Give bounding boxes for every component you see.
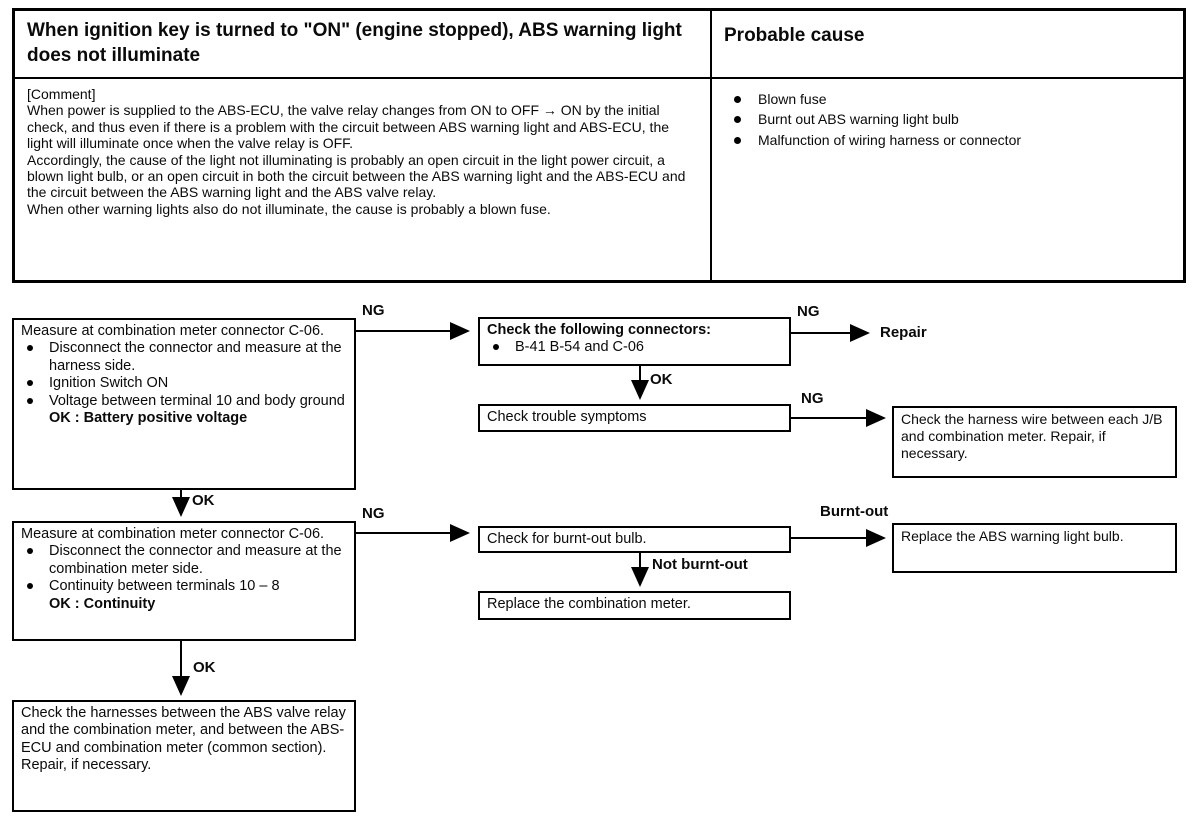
bullet-icon <box>27 398 33 404</box>
comment-cell <box>15 79 712 280</box>
probable-cause-item <box>724 109 1171 129</box>
box-bullet <box>21 375 347 392</box>
box-text: Check trouble symptoms <box>487 409 647 425</box>
comment-paragraph: When power is supplied to the ABS-ECU, the valve relay changes from ON to OFF → ON by the initial check, and thus even if there is a problem with the circuit between ABS warning light and ABS-ECU, the light will illuminate once when the valve relay is OFF. <box>27 102 670 152</box>
flow-box-harness-wire <box>892 406 1177 478</box>
probable-cause-title: Probable cause <box>712 11 1183 79</box>
arrow-label-ng: NG <box>801 390 824 407</box>
bullet-icon <box>27 380 33 386</box>
box-bullet-text: Voltage between terminal 10 and body ground <box>49 392 345 409</box>
arrow-label-ok: OK <box>650 371 673 388</box>
comment-paragraph: When other warning lights also do not illuminate, the cause is probably a blown fuse. <box>27 200 551 217</box>
problem-table <box>12 8 1186 283</box>
flow-box-replace-bulb <box>892 523 1177 573</box>
problem-title: When ignition key is turned to "ON" (engine stopped), ABS warning light does not illuminate <box>15 11 712 79</box>
probable-cause-item <box>724 130 1171 150</box>
probable-cause-text: Burnt out ABS warning light bulb <box>758 111 959 128</box>
flow-box-check-harnesses <box>12 700 356 812</box>
box-text: Replace the combination meter. <box>487 596 691 612</box>
comment-paragraph: Accordingly, the cause of the light not illuminating is probably an open circuit in the light power circuit, a blown light bulb, or an open circuit in both the circuit between the ABS warning light and the ABS-ECU and the circuit between the ABS warning light and the ABS valve relay. <box>27 151 686 201</box>
bullet-icon <box>27 345 33 351</box>
bullet-icon <box>493 344 499 350</box>
arrow-label-not-burnt-out: Not burnt-out <box>652 556 748 573</box>
flow-box-check-trouble-symptoms <box>478 404 791 432</box>
flow-box-check-burnt-out-bulb <box>478 526 791 553</box>
probable-cause-text: Blown fuse <box>758 91 827 107</box>
bullet-icon <box>27 548 33 554</box>
box-ok-condition: OK : Continuity <box>49 595 156 612</box>
box-text: Check the harnesses between the ABS valve relay and the combination meter, and between the ABS-ECU and combination meter (common section). Repair, if necessary. <box>21 705 346 774</box>
box-bullet <box>21 578 347 595</box>
bullet-icon <box>27 583 33 589</box>
box-bullet-text: Continuity between terminals 10 – 8 <box>49 578 280 595</box>
arrow-label-ng: NG <box>362 505 385 522</box>
box-bullet <box>21 393 347 410</box>
box-bullet <box>487 339 782 356</box>
bullet-icon <box>734 137 741 144</box>
box-text: Replace the ABS warning light bulb. <box>901 528 1124 544</box>
flow-box-check-connectors <box>478 317 791 366</box>
box-text: Check for burnt-out bulb. <box>487 531 647 547</box>
box-title: Measure at combination meter connector C-06. <box>21 526 325 542</box>
box-bullet-text: Ignition Switch ON <box>49 375 169 392</box>
comment-label: [Comment] <box>27 86 96 102</box>
box-bullet <box>21 543 347 578</box>
flow-box-replace-combination-meter <box>478 591 791 620</box>
probable-cause-item <box>724 89 1171 109</box>
probable-cause-text: Malfunction of wiring harness or connector <box>758 131 1022 148</box>
flow-box-measure-harness-side <box>12 318 356 490</box>
box-text: Check the harness wire between each J/B and combination meter. Repair, if necessary. <box>901 411 1163 461</box>
arrow-label-ng: NG <box>362 302 385 319</box>
box-bullet <box>21 340 347 375</box>
bullet-icon <box>734 96 741 103</box>
box-title: Measure at combination meter connector C-06. <box>21 323 325 339</box>
repair-terminal-label: Repair <box>880 324 927 341</box>
box-title: Check the following connectors: <box>487 322 711 338</box>
box-bullet-text: Disconnect the connector and measure at the harness side. <box>49 340 342 374</box>
arrow-label-burnt-out: Burnt-out <box>820 503 889 520</box>
box-bullet-text: B-41 B-54 and C-06 <box>515 339 644 356</box>
flow-box-measure-meter-side <box>12 521 356 641</box>
probable-cause-list <box>712 79 1183 280</box>
box-ok-condition: OK : Battery positive voltage <box>49 409 248 426</box>
arrow-label-ng: NG <box>797 303 820 320</box>
arrow-label-ok: OK <box>192 492 215 509</box>
arrow-label-ok: OK <box>193 659 216 676</box>
bullet-icon <box>734 116 741 123</box>
box-bullet-text: Disconnect the connector and measure at the combination meter side. <box>49 543 342 577</box>
